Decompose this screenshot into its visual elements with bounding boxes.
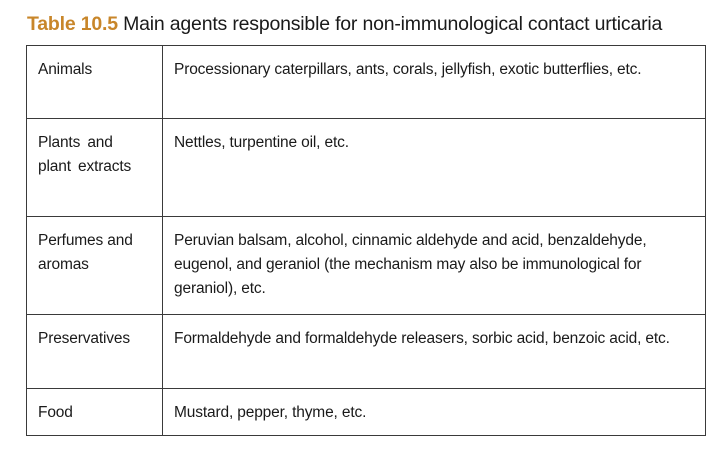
table-title: Main agents responsible for non-immunological contact urticaria [123, 13, 663, 35]
category-cell: Perfumes and aromas [27, 217, 163, 315]
agents-cell: Processionary caterpillars, ants, corals, jellyfish, exotic butterflies, etc. [163, 46, 706, 119]
table-caption [27, 11, 662, 37]
agents-cell: Formaldehyde and formaldehyde releasers, sorbic acid, benzoic acid, etc. [163, 315, 706, 389]
table-row [27, 217, 706, 315]
agents-cell: Nettles, turpentine oil, etc. [163, 119, 706, 217]
agents-table [26, 45, 706, 436]
category-cell: Animals [27, 46, 163, 119]
table-row [27, 119, 706, 217]
table-row [27, 389, 706, 436]
category-cell: Plants and plant extracts [27, 119, 163, 217]
table-number-label: Table 10.5 [27, 13, 118, 35]
category-cell: Food [27, 389, 163, 436]
agents-cell: Mustard, pepper, thyme, etc. [163, 389, 706, 436]
table-row [27, 46, 706, 119]
table-row [27, 315, 706, 389]
category-cell: Preservatives [27, 315, 163, 389]
agents-cell: Peruvian balsam, alcohol, cinnamic aldehyde and acid, benzaldehyde, eugenol, and geraniol (the mechanism may also be immunological for geraniol), etc. [163, 217, 706, 315]
